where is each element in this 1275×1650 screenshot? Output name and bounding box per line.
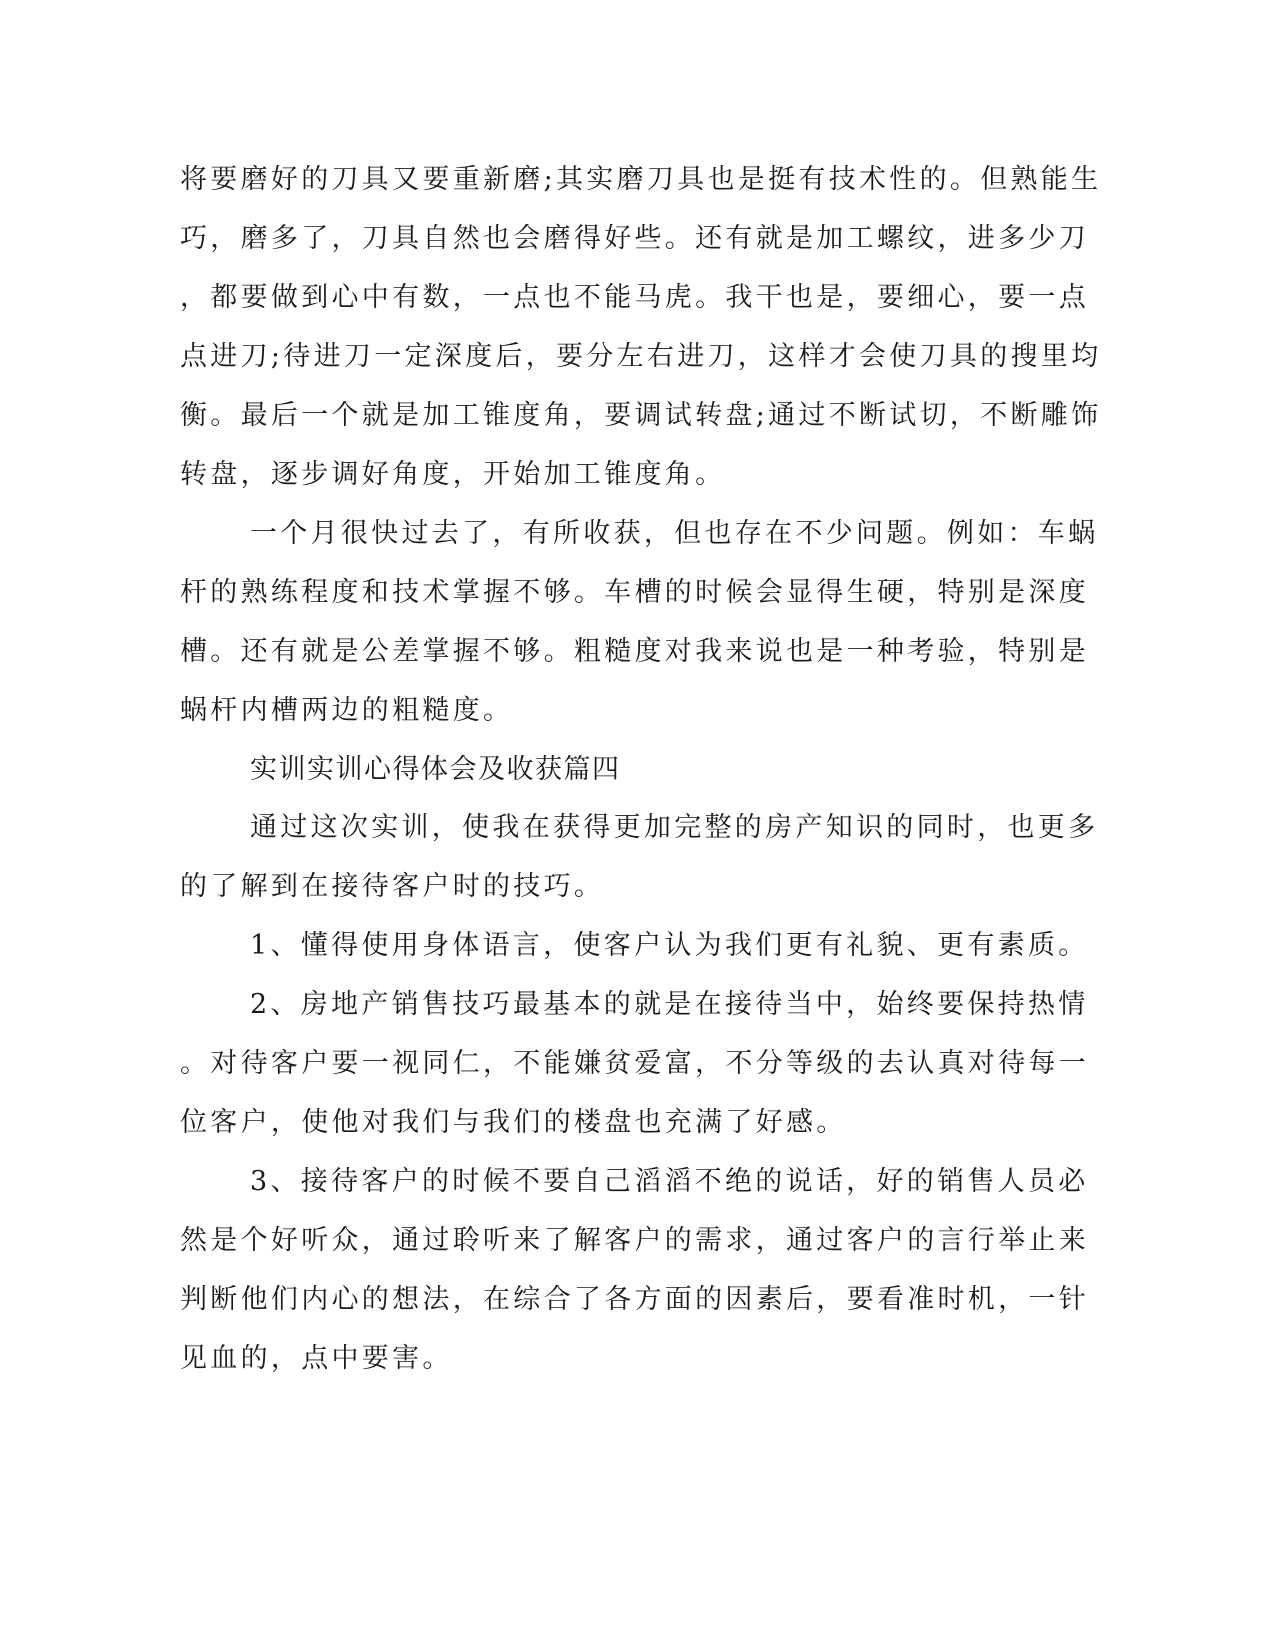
text-line: 然是个好听众，通过聆听来了解客户的需求，通过客户的言行举止来 xyxy=(180,1225,1089,1256)
text-line: 点进刀;待进刀一定深度后，要分左右进刀，这样才会使刀具的搜里均 xyxy=(180,341,1102,372)
text-line: ，都要做到心中有数，一点也不能马虎。我干也是，要细心，要一点 xyxy=(180,282,1089,313)
text-line: 一个月很快过去了，有所收获，但也存在不少问题。例如：车蜗 xyxy=(250,518,1099,549)
section-heading: 实训实训心得体会及收获篇四 xyxy=(250,754,621,785)
text-line: 的了解到在接待客户时的技巧。 xyxy=(180,871,605,902)
text-line: 转盘，逐步调好角度，开始加工锥度角。 xyxy=(180,459,726,490)
text-line: 巧，磨多了，刀具自然也会磨得好些。还有就是加工螺纹，进多少刀 xyxy=(180,223,1089,254)
text-line: 通过这次实训，使我在获得更加完整的房产知识的同时，也更多 xyxy=(250,812,1099,843)
list-item: 3、接待客户的时候不要自己滔滔不绝的说话，好的销售人员必 xyxy=(250,1166,1089,1197)
list-item: 2、房地产销售技巧最基本的就是在接待当中，始终要保持热情 xyxy=(250,989,1089,1020)
text-line: 衡。最后一个就是加工锥度角，要调试转盘;通过不断试切，不断雕饰 xyxy=(180,400,1102,431)
text-line: 杆的熟练程度和技术掌握不够。车槽的时候会显得生硬，特别是深度 xyxy=(180,577,1089,608)
text-line: 蜗杆内槽两边的粗糙度。 xyxy=(180,695,514,726)
text-line: 。对待客户要一视同仁，不能嫌贫爱富，不分等级的去认真对待每一 xyxy=(180,1048,1089,1079)
text-line: 位客户，使他对我们与我们的楼盘也充满了好感。 xyxy=(180,1107,847,1138)
text-line: 将要磨好的刀具又要重新磨;其实磨刀具也是挺有技术性的。但熟能生 xyxy=(180,164,1102,195)
text-line: 槽。还有就是公差掌握不够。粗糙度对我来说也是一种考验，特别是 xyxy=(180,636,1089,667)
text-line: 见血的，点中要害。 xyxy=(180,1343,453,1374)
list-item: 1、懂得使用身体语言，使客户认为我们更有礼貌、更有素质。 xyxy=(250,930,1089,961)
text-line: 判断他们内心的想法，在综合了各方面的因素后，要看准时机，一针 xyxy=(180,1284,1089,1315)
